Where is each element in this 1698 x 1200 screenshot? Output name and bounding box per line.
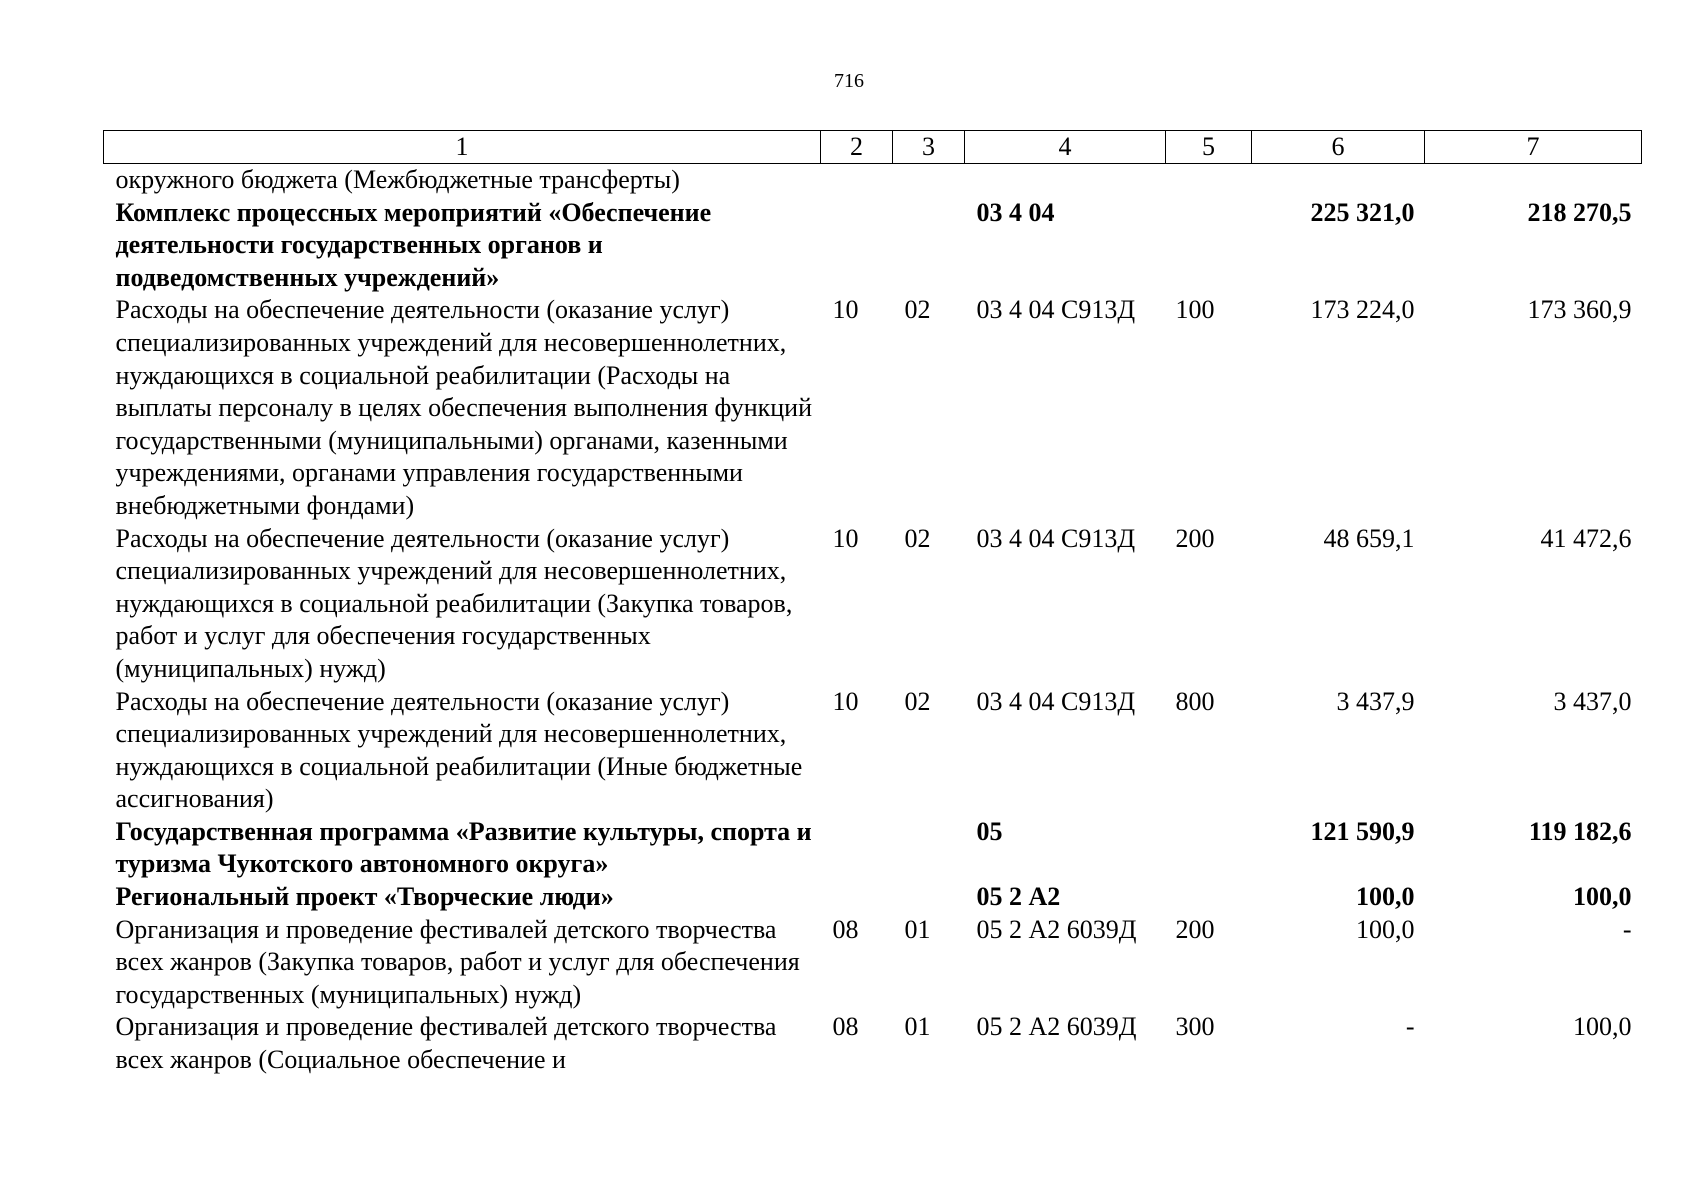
subsection-code: 01 (904, 1012, 931, 1042)
expense-type-code: 300 (1175, 1012, 1215, 1042)
item-name: окружного бюджета (Межбюджетные трансферты) (115, 165, 680, 194)
expense-type-code (1166, 881, 1252, 914)
item-name: Организация и проведение фестивалей детского творчества всех жанров (Социальное обеспечение и (115, 1012, 777, 1075)
table-row (104, 164, 1642, 197)
table-row (104, 914, 1642, 1012)
subsection-code (893, 164, 965, 197)
budget-table (103, 130, 1642, 1077)
item-name: Комплекс процессных мероприятий «Обеспечение деятельности государственных органов и подведомственных учреждений» (115, 197, 712, 292)
item-name: Расходы на обеспечение деятельности (оказание услуг) специализированных учреждений для несовершеннолетних, нуждающихся в социальной реабилитации (Закупка товаров, работ и услуг для обеспечения государственных (муниципальных) нужд) (115, 523, 793, 683)
section-code (821, 164, 893, 197)
amount-year-1: 3 437,9 (1336, 686, 1415, 716)
table-body (104, 164, 1642, 1077)
target-article-code: 05 2 А2 6039Д (976, 1012, 1137, 1042)
expense-type-code: 200 (1175, 914, 1215, 944)
amount-year-2: 100,0 (1573, 1012, 1632, 1042)
subsection-code (893, 197, 965, 295)
section-code (821, 881, 893, 914)
expense-type-code: 200 (1175, 523, 1215, 553)
table-row (104, 816, 1642, 881)
amount-year-2: 218 270,5 (1527, 197, 1632, 227)
item-name: Расходы на обеспечение деятельности (оказание услуг) специализированных учреждений для несовершеннолетних, нуждающихся в социальной реабилитации (Расходы на выплаты персоналу в целях обеспечения выполнения функций государственными (муниципальными) органами, казенными учреждениями, органами управления государственными внебюджетными фондами) (115, 295, 812, 520)
amount-year-1: 121 590,9 (1310, 816, 1415, 846)
table-row (104, 197, 1642, 295)
subsection-code: 02 (904, 686, 931, 716)
section-code (821, 816, 893, 881)
subsection-code: 01 (904, 914, 931, 944)
subsection-code (893, 881, 965, 914)
table-row (104, 686, 1642, 816)
subsection-code: 02 (904, 523, 931, 553)
subsection-code: 02 (904, 295, 931, 325)
amount-year-1: - (1405, 1012, 1415, 1042)
item-name: Государственная программа «Развитие культуры, спорта и туризма Чукотского автономного округа» (115, 816, 812, 879)
expense-type-code (1166, 164, 1252, 197)
target-article-code: 03 4 04 С913Д (976, 523, 1136, 553)
expense-type-code (1166, 197, 1252, 295)
amount-year-2: 100,0 (1573, 882, 1632, 912)
column-header: 1 (104, 131, 821, 164)
target-article-code: 03 4 04 (976, 197, 1055, 227)
subsection-code (893, 816, 965, 881)
amount-year-2: 119 182,6 (1528, 816, 1632, 846)
expense-type-code: 800 (1175, 686, 1215, 716)
target-article-code: 03 4 04 С913Д (976, 686, 1136, 716)
section-code (821, 197, 893, 295)
item-name: Расходы на обеспечение деятельности (оказание услуг) специализированных учреждений для несовершеннолетних, нуждающихся в социальной реабилитации (Иные бюджетные ассигнования) (115, 686, 803, 814)
section-code: 10 (832, 295, 859, 325)
table-header-row (104, 131, 1642, 164)
amount-year-1: 100,0 (1356, 882, 1415, 912)
section-code: 08 (832, 1012, 859, 1042)
amount-year-2: 3 437,0 (1553, 686, 1632, 716)
item-name: Региональный проект «Творческие люди» (115, 882, 614, 912)
column-header: 6 (1252, 131, 1425, 164)
section-code: 10 (832, 523, 859, 553)
page-number: 716 (834, 70, 864, 92)
table-row (104, 1011, 1642, 1076)
target-article-code (965, 164, 1166, 197)
column-header: 7 (1425, 131, 1642, 164)
amount-year-1 (1252, 164, 1425, 197)
target-article-code: 05 2 А2 (976, 882, 1061, 912)
target-article-code: 05 2 А2 6039Д (976, 914, 1137, 944)
column-header: 4 (965, 131, 1166, 164)
target-article-code: 05 (976, 816, 1003, 846)
column-header: 3 (893, 131, 965, 164)
amount-year-1: 173 224,0 (1310, 295, 1415, 325)
amount-year-2: 41 472,6 (1540, 523, 1632, 553)
table-row (104, 294, 1642, 522)
expense-type-code: 100 (1175, 295, 1215, 325)
amount-year-2: 173 360,9 (1527, 295, 1632, 325)
expense-type-code (1166, 816, 1252, 881)
amount-year-1: 48 659,1 (1323, 523, 1415, 553)
table-row (104, 523, 1642, 686)
item-name: Организация и проведение фестивалей детского творчества всех жанров (Закупка товаров, работ и услуг для обеспечения государственных (муниципальных) нужд) (115, 914, 800, 1009)
target-article-code: 03 4 04 С913Д (976, 295, 1136, 325)
column-header: 2 (821, 131, 893, 164)
amount-year-2 (1425, 164, 1642, 197)
section-code: 10 (832, 686, 859, 716)
table-row (104, 881, 1642, 914)
amount-year-1: 225 321,0 (1310, 197, 1415, 227)
section-code: 08 (832, 914, 859, 944)
amount-year-2: - (1622, 914, 1632, 944)
amount-year-1: 100,0 (1356, 914, 1415, 944)
column-header: 5 (1166, 131, 1252, 164)
